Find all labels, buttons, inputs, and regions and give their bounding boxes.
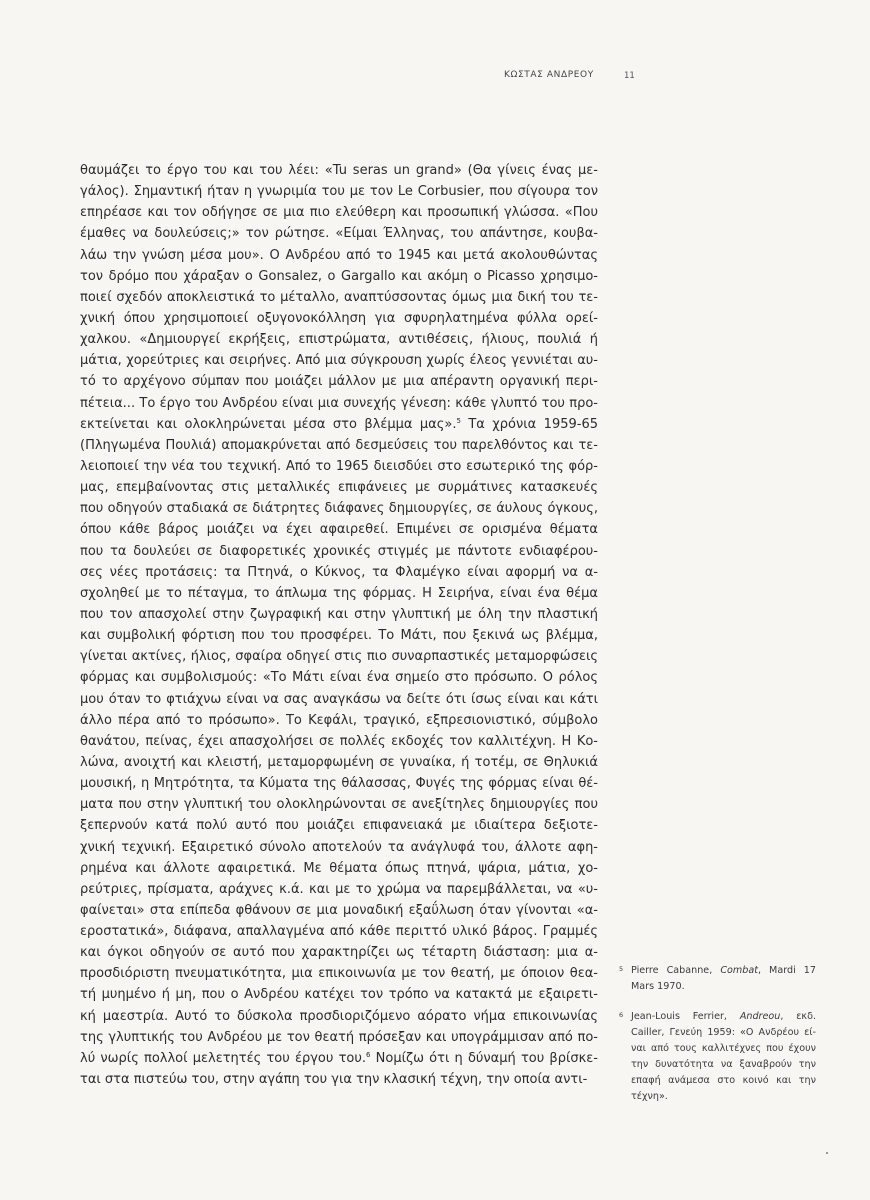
body-line: της γλυπτικής του Ανδρέου με τον θεατή πρόσεξαν και υπογράμμισαν από πο- [80,1029,598,1045]
body-line-text: λύ νωρίς πολλοί μελετητές του έργου του. [80,1050,367,1066]
footnote-line: την δυνατότητα να ξαναβρούν την [631,1059,816,1070]
footnote-5 [619,963,816,995]
body-line: θαυμάζει το έργο του και του λέει: «Tu seras un grand» (Θα γίνεις ένας με- [80,163,598,178]
body-line-with-footnote-5 [80,414,598,435]
body-line: που τον απασχολεί στην ζωγραφική και στην γλυπτική με όλη την πλαστική [80,606,598,622]
footnotes [619,963,816,1119]
body-line: μου όταν το φτιάχνω είναι να σας αναγκάσω να δείτε ότι ίσως είναι και κάτι [80,691,598,707]
footnote-author: Jean-Louis Ferrier, [631,1011,727,1022]
body-line: λειοποιεί την νέα του τεχνική. Από το 1965 διεισδύει στο εσωτερικό της φόρ- [80,458,598,474]
body-line-text: εκτείνεται και ολοκληρώνεται μέσα στο βλέμμα μας». [80,416,457,432]
footnote-ref-5: 5 [456,416,461,425]
body-line: ματα που στην γλυπτική του ολοκληρώνονται σε ανεξίτηλες δημιουργίες που [80,797,598,813]
body-line-with-footnote-6 [80,1048,598,1069]
body-line: μάτια, χορεύτριες και σειρήνες. Από μια σύγκρουση χωρίς έλεος γεννιέται αυ- [80,353,598,369]
footnote-line: Cailler, Γενεύη 1959: «Ο Ανδρέου εί- [631,1027,816,1038]
body-line: φόρμας και συμβολισμούς: «Το Μάτι είναι ένα σημείο στο πρόσωπο. Ο ρόλος [80,670,598,686]
body-line: ρημένα και άλλοτε αφαιρετικά. Με θέματα όπως πτηνά, ψάρια, μάτια, χο- [80,860,598,876]
body-line: φαίνεται» στα επίπεδα φθάνουν σε μια μοναδική εξαΰλωση όταν γίνονται «α- [80,902,598,918]
body-line: άλλο πέρα από το πρόσωπο». Το Κεφάλι, τραγικό, εξπρεσιονιστικό, σύμβολο [80,712,598,728]
footnote-ref-6: 6 [366,1050,371,1059]
body-line: κή μαεστρία. Αυτό το δύσκολα προσδιοριζόμενο αόρατο νήμα επικοινωνίας [80,1008,598,1024]
body-line: γίνεται ακτίνες, ήλιος, σφαίρα οδηγεί στις πιο συναρπαστικές μεταμορφώσεις [80,649,598,665]
body-line: σχοληθεί με το πέταγμα, το άπλωμα της φόρμας. Η Σειρήνα, είναι ένα θέμα [80,585,598,601]
body-line: πέτεια... Το έργο του Ανδρέου είναι μια συνεχής γένεση: κάθε γλυπτό του προ- [80,395,598,411]
body-line: λάω την γνώση μέσα μου». Ο Ανδρέου από το 1945 και μετά ακολουθώντας [80,247,598,263]
body-line: ται στα πιστεύω του, στην αγάπη του για την κλασική τέχνη, την οποία αντι- [80,1072,588,1088]
page-speck [826,1152,828,1154]
body-line: και όγκοι οδηγούν σε αυτό που χαρακτηρίζει ως τέταρτη διάσταση: μια α- [80,945,598,961]
body-line: σες νέες προτάσεις: τα Πτηνά, ο Κύκνος, τα Φλαμέγκο είναι αφορμή να α- [80,564,598,580]
footnote-work-title: Combat [720,965,758,976]
body-line: γάλος). Σημαντική ήταν η γνωριμία του με τον Le Corbusier, που σίγουρα τον [80,184,598,200]
body-line: μουσική, η Μητρότητα, τα Κύματα της θάλασσας, Φυγές της φόρμας είναι θέ- [80,776,598,792]
footnote-work-title: Andreou [739,1011,781,1022]
body-line: και συμβολική φόρτιση που του προσφέρει. Το Μάτι, που ξεκινά ως βλέμμα, [80,628,598,644]
body-line: λώνα, ανοιχτή και κλειστή, μεταμορφωμένη σε γυναίκα, ή τοτέμ, σε Θηλυκιά [80,754,598,770]
footnote-line: Mars 1970. [631,981,685,992]
page-number: 11 [624,71,635,81]
footnote-line: ναι από τους καλλιτέχνες που έχουν [631,1043,816,1054]
footnote-number: 5 [619,965,624,973]
footnote-line: επαφή ανάμεσα στο κοινό και την [631,1075,816,1086]
footnote-author: Pierre Cabanne, [631,965,713,976]
body-line: θανάτου, πείνας, έχει απασχολήσει σε πολλές εκδοχές τον καλλιτέχνη. Η Κο- [80,733,598,749]
body-line: χνική όπου χρησιμοποιεί οξυγονοκόλληση για σφυρηλατημένα φύλλα ορεί- [80,310,598,326]
footnote-detail: , εκδ. [780,1011,816,1022]
body-line-tail: Τα χρόνια 1959-65 [468,416,598,432]
body-line: τό το αρχέγονο σύμπαν που μοιάζει μάλλον με μια απέραντη οργανική περι- [80,374,598,390]
body-line: (Πληγωμένα Πουλιά) απομακρύνεται από δεσμεύσεις του παρελθόντος και τε- [80,437,598,453]
body-line: μας, επεμβαίνοντας στις μεταλλικές επιφάνειες με συρμάτινες κατασκευές [80,480,598,496]
body-line: που τα δουλεύει σε διαφορετικές χρονικές στιγμές με πάντοτε ενδιαφέρου- [80,543,598,559]
footnote-number: 6 [619,1011,624,1019]
body-line: επηρέασε και τον οδήγησε σε μια πιο ελεύθερη και προσωπική γλώσσα. «Που [80,205,598,221]
body-line: προσδιόριστη πνευματικότητα, μια επικοινωνία με τον θεατή, με όποιον θεα- [80,966,598,982]
main-body-text [80,160,598,1090]
body-line: ρεύτριες, πρίσματα, αράχνες κ.ά. και με το χρώμα να παρεμβάλλεται, να «υ- [80,881,598,897]
body-line: χαλκου. «Δημιουργεί εκρήξεις, επιστρώματα, αντιθέσεις, ήλιους, πουλιά ή [80,332,598,348]
running-title: ΚΩΣΤΑΣ ΑΝΔΡΕΟΥ [504,70,594,80]
footnote-detail: , Mardi 17 [757,965,816,976]
footnote-line [631,1009,816,1025]
body-line: ξεπερνούν κατά πολύ αυτό που μοιάζει επιφανειακά με ιδιαίτερα δεξιοτε- [80,818,598,834]
body-line: έμαθες να δουλεύσεις;» τον ρώτησε. «Είμαι Έλληνας, του απάντησε, κουβα- [80,226,598,242]
body-line: τον δρόμο που χάραξαν ο Gonsalez, ο Gargallo και ακόμη ο Picasso χρησιμο- [80,268,598,284]
body-line: που οδηγούν σταδιακά σε διάτρητες διάφανες δημιουργίες, σε άυλους όγκους, [80,501,598,517]
body-line: ποιεί σχεδόν αποκλειστικά το μέταλλο, αναπτύσσοντας όμως μια δική του τε- [80,289,598,305]
footnote-6 [619,1009,816,1105]
body-line: εροστατικά», διάφανα, απαλλαγμένα από κάθε περιττό υλικό βάρος. Γραμμές [80,924,598,940]
footnote-line: τέχνη». [631,1091,668,1102]
body-line: όπου κάθε βάρος μοιάζει να έχει αφαιρεθεί. Επιμένει σε ορισμένα θέματα [80,522,598,538]
body-line: τή μυημένο ή μη, που ο Ανδρέου κατέχει τον τρόπο να κατακτά με εξαιρετι- [80,987,598,1003]
footnote-line [631,963,816,979]
body-line-tail: Νομίζω ότι η δύναμή του βρίσκε- [375,1050,598,1066]
body-line: χνική τεχνική. Εξαιρετικό σύνολο αποτελούν τα ανάγλυφά του, άλλοτε αφη- [80,839,598,855]
